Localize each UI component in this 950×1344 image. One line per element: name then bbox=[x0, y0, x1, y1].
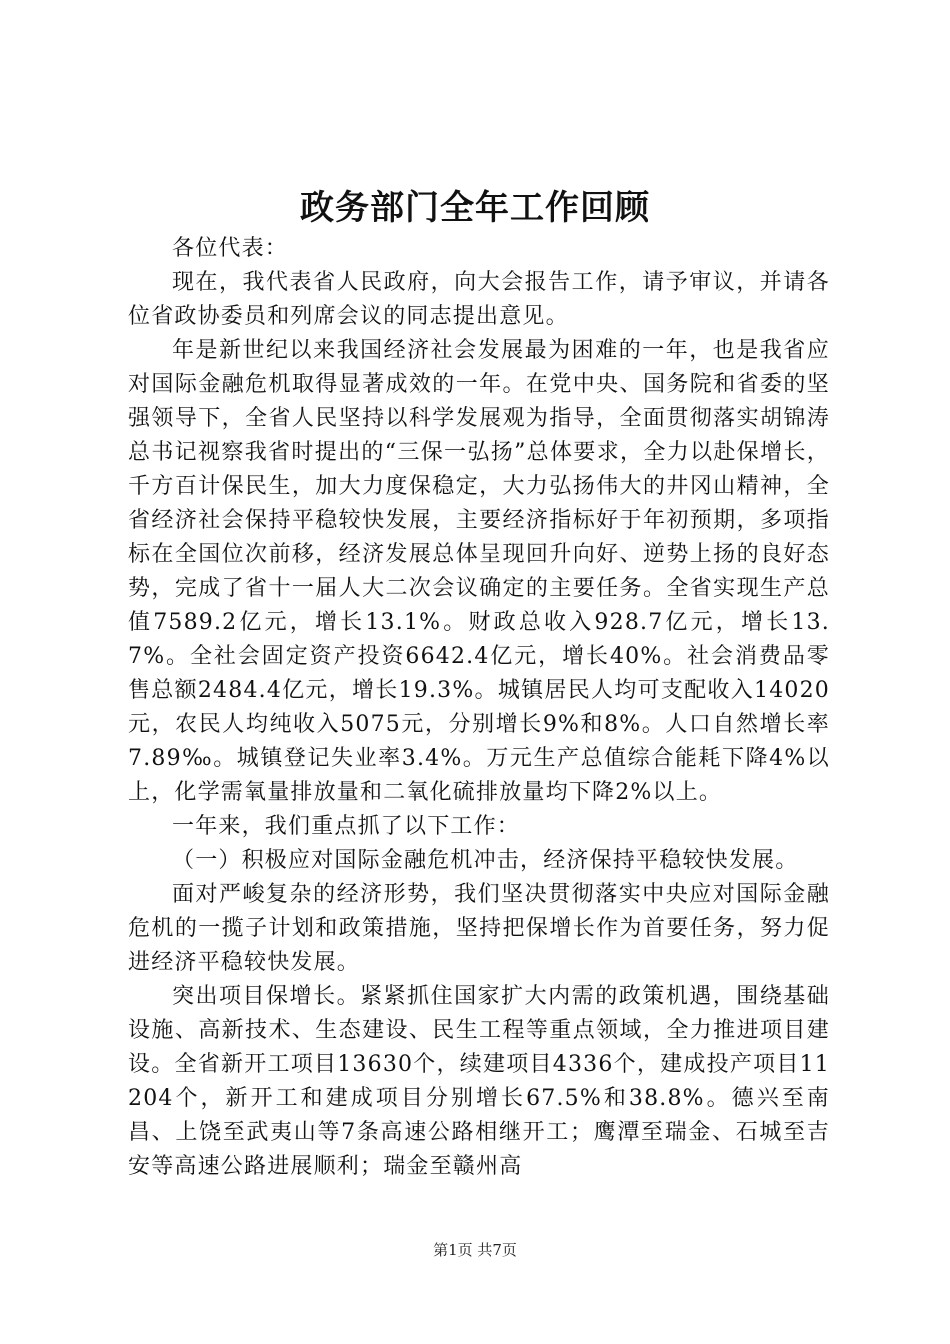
section-heading-1: （一）积极应对国际金融危机冲击，经济保持平稳较快发展。 bbox=[172, 848, 799, 873]
page-footer: 第1页 共7页 bbox=[433, 1241, 517, 1259]
paragraph-salutation: 各位代表： bbox=[172, 236, 289, 261]
paragraph-intro: 现在，我代表省人民政府，向大会报告工作，请予审议，并请各位省政协委员和列席会议的同志提出意见。 bbox=[128, 270, 830, 329]
document-body bbox=[128, 232, 830, 1184]
paragraph-work-overview: 一年来，我们重点抓了以下工作： bbox=[172, 814, 521, 839]
paragraph-project-growth: 突出项目保增长。紧紧抓住国家扩大内需的政策机遇，围绕基础设施、高新技术、生态建设、民生工程等重点领域，全力推进项目建设。全省新开工项目13630个，续建项目4336个，建成投产项目11204个，新开工和建成项目分别增长67.5%和38.8%。德兴至南昌、上饶至武夷山等7条高速公路相继开工；鹰潭至瑞金、石城至吉安等高速公路进展顺利；瑞金至赣州高 bbox=[128, 984, 830, 1179]
document-title: 政务部门全年工作回顾 bbox=[300, 188, 650, 228]
paragraph-annual-summary: 年是新世纪以来我国经济社会发展最为困难的一年，也是我省应对国际金融危机取得显著成效的一年。在党中央、国务院和省委的坚强领导下，全省人民坚持以科学发展观为指导，全面贯彻落实胡锦涛总书记视察我省时提出的“三保一弘扬”总体要求，全力以赴保增长，千方百计保民生，加大力度保稳定，大力弘扬伟大的井冈山精神，全省经济社会保持平稳较快发展，主要经济指标好于年初预期，多项指标在全国位次前移，经济发展总体呈现回升向好、逆势上扬的良好态势，完成了省十一届人大二次会议确定的主要任务。全省实现生产总值7589.2亿元，增长13.1%。财政总收入928.7亿元，增长13.7%。全社会固定资产投资6642.4亿元，增长40%。社会消费品零售总额2484.4亿元，增长19.3%。城镇居民人均可支配收入14020元，农民人均纯收入5075元，分别增长9%和8%。人口自然增长率7.89‰。城镇登记失业率3.4%。万元生产总值综合能耗下降4%以上，化学需氧量排放量和二氧化硫排放量均下降2%以上。 bbox=[128, 338, 830, 805]
paragraph-economic-situation: 面对严峻复杂的经济形势，我们坚决贯彻落实中央应对国际金融危机的一揽子计划和政策措施，坚持把保增长作为首要任务，努力促进经济平稳较快发展。 bbox=[128, 882, 830, 975]
